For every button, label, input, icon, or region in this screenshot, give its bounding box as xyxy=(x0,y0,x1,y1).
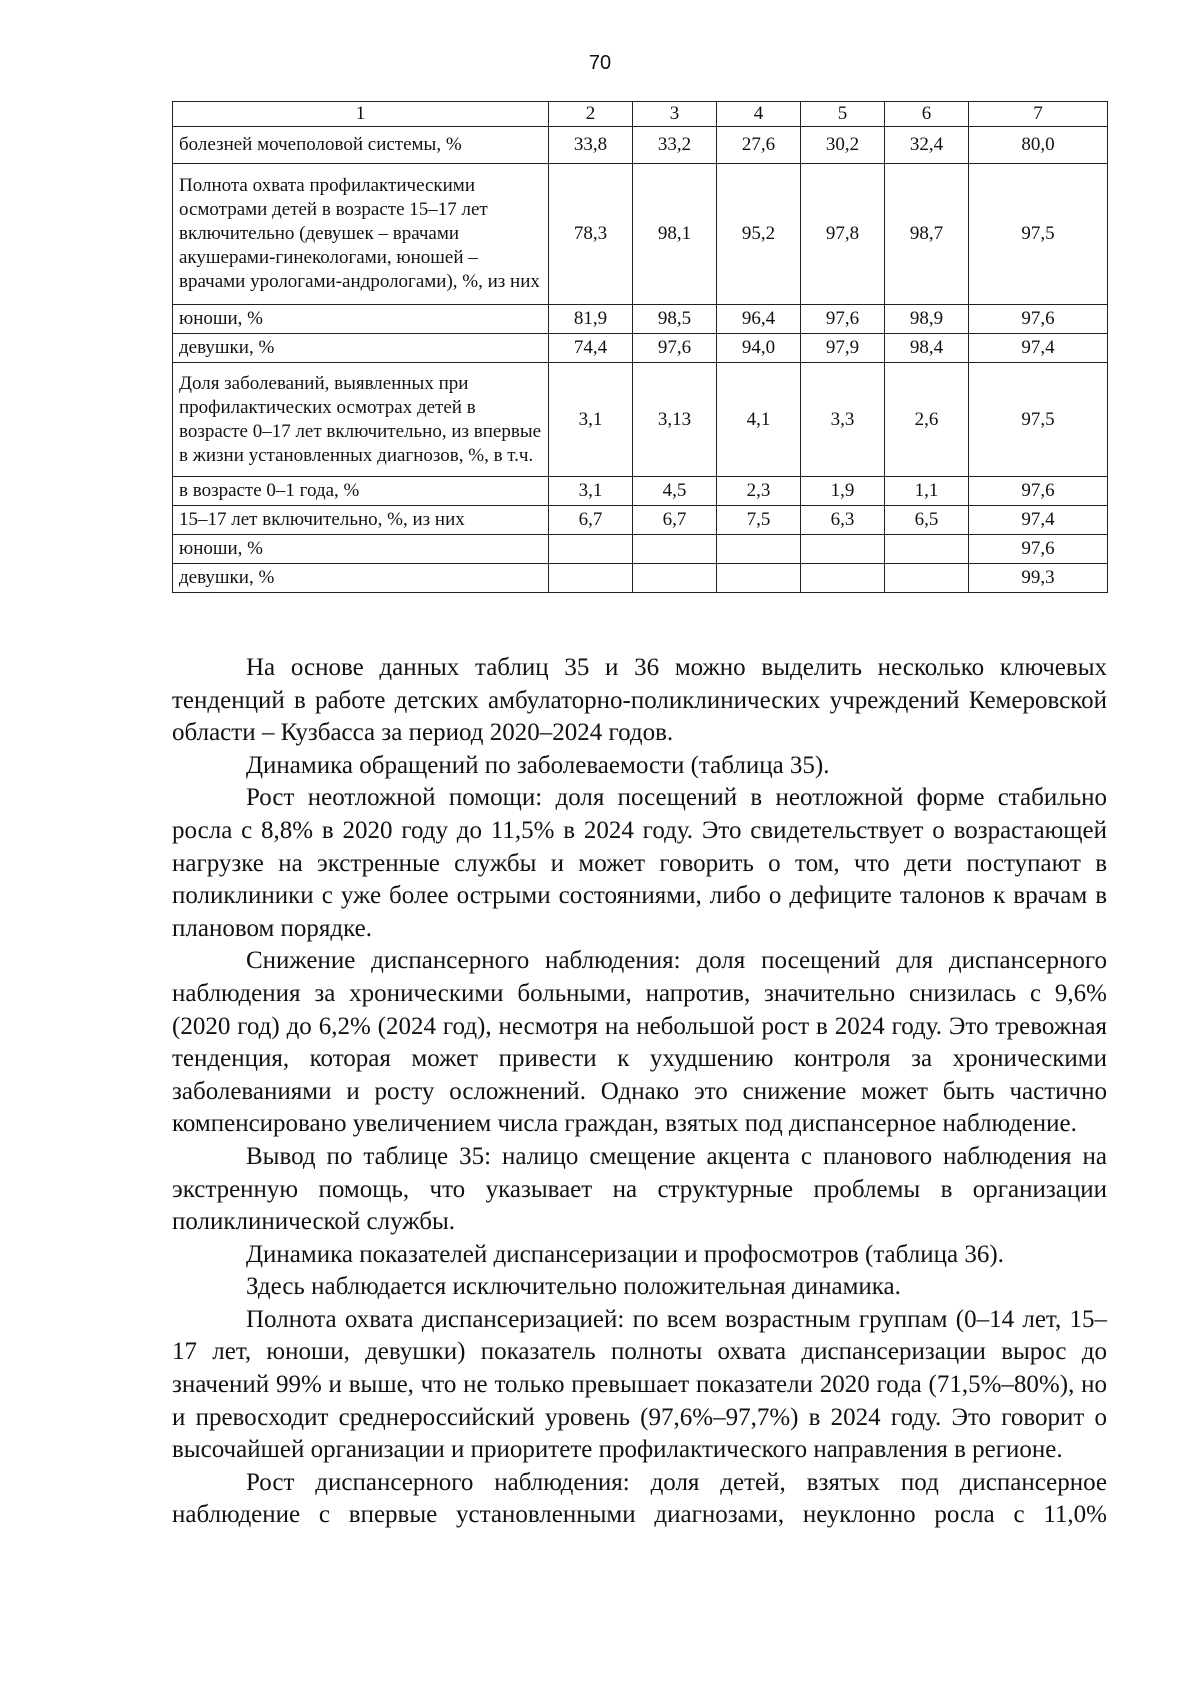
paragraph: На основе данных таблиц 35 и 36 можно выделить несколько ключевых тенденций в работе детских амбулаторно-поликлинических учреждений Кемеровской области – Кузбасса за период 2020–2024 годов. xyxy=(172,654,1107,747)
table-cell: 97,9 xyxy=(801,334,885,363)
table-cell: 97,8 xyxy=(801,164,885,305)
table-cell: 98,9 xyxy=(885,305,969,334)
header-cell: 4 xyxy=(717,102,801,127)
table-cell: 97,6 xyxy=(969,305,1108,334)
table-row xyxy=(173,334,1108,363)
paragraph: Рост неотложной помощи: доля посещений в неотложной форме стабильно росла с 8,8% в 2020 году до 11,5% в 2024 году. Это свидетельствует о возрастающей нагрузке на экстренные службы и может говорить о том, что дети поступают в поликлиники с уже более острыми состояниями, либо о дефиците талонов к врачам в плановом порядке. xyxy=(172,784,1107,942)
table-cell xyxy=(549,564,633,593)
table-cell: 32,4 xyxy=(885,127,969,164)
body-text xyxy=(172,652,1107,1532)
paragraph: Динамика обращений по заболеваемости (таблица 35). xyxy=(246,751,830,779)
table-row xyxy=(173,305,1108,334)
table-cell xyxy=(633,564,717,593)
table-cell xyxy=(633,535,717,564)
header-cell: 2 xyxy=(549,102,633,127)
table-cell: 7,5 xyxy=(717,506,801,535)
table-cell: 33,2 xyxy=(633,127,717,164)
table-row xyxy=(173,363,1108,477)
table-cell xyxy=(885,535,969,564)
table-cell: 97,6 xyxy=(801,305,885,334)
row-label: Полнота охвата профилактическими осмотрами детей в возрасте 15–17 лет включительно (девушек – врачами акушерами-гинекологами, юношей – врачами урологами-андрологами), %, из них xyxy=(173,164,549,305)
paragraph: Рост диспансерного наблюдения: доля детей, взятых под диспансерное наблюдение с впервые установленными диагнозами, неуклонно росла с 11,0% xyxy=(172,1468,1107,1529)
table-cell: 3,1 xyxy=(549,477,633,506)
header-cell: 5 xyxy=(801,102,885,127)
row-label: юноши, % xyxy=(173,305,549,334)
table-cell: 33,8 xyxy=(549,127,633,164)
table-row xyxy=(173,564,1108,593)
table-cell: 95,2 xyxy=(717,164,801,305)
header-cell: 3 xyxy=(633,102,717,127)
table-row xyxy=(173,477,1108,506)
table-cell: 99,3 xyxy=(969,564,1108,593)
row-label: девушки, % xyxy=(173,334,549,363)
header-cell: 7 xyxy=(969,102,1108,127)
table-cell xyxy=(801,564,885,593)
row-label: Доля заболеваний, выявленных при профилактических осмотрах детей в возрасте 0–17 лет включительно, из впервые в жизни установленных диагнозов, %, в т.ч. xyxy=(173,363,549,477)
table-cell xyxy=(549,535,633,564)
table-cell: 27,6 xyxy=(717,127,801,164)
table-cell: 6,5 xyxy=(885,506,969,535)
table-cell: 3,1 xyxy=(549,363,633,477)
table-cell: 1,9 xyxy=(801,477,885,506)
table-cell: 96,4 xyxy=(717,305,801,334)
table-row xyxy=(173,164,1108,305)
table-cell: 98,1 xyxy=(633,164,717,305)
table-row xyxy=(173,506,1108,535)
table-cell: 1,1 xyxy=(885,477,969,506)
table-cell: 3,13 xyxy=(633,363,717,477)
table-cell: 97,4 xyxy=(969,334,1108,363)
header-cell: 1 xyxy=(173,102,549,127)
table-cell: 94,0 xyxy=(717,334,801,363)
table-cell: 6,7 xyxy=(633,506,717,535)
table-cell: 6,7 xyxy=(549,506,633,535)
row-label: юноши, % xyxy=(173,535,549,564)
table-cell: 4,5 xyxy=(633,477,717,506)
table-cell: 2,6 xyxy=(885,363,969,477)
table-cell: 97,6 xyxy=(969,535,1108,564)
table-cell xyxy=(717,564,801,593)
paragraph: Динамика показателей диспансеризации и профосмотров (таблица 36). xyxy=(246,1240,1004,1268)
table-cell xyxy=(717,535,801,564)
paragraph: Полнота охвата диспансеризацией: по всем возрастным группам (0–14 лет, 15–17 лет, юноши, девушки) показатель полноты охвата диспансеризации вырос до значений 99% и выше, что не только превышает показатели 2020 года (71,5%–80%), но и превосходит среднероссийский уровень (97,6%–97,7%) в 2024 году. Это говорит о высочайшей организации и приоритете профилактического направления в регионе. xyxy=(172,1305,1107,1464)
table-cell: 78,3 xyxy=(549,164,633,305)
table-cell: 3,3 xyxy=(801,363,885,477)
header-cell: 6 xyxy=(885,102,969,127)
table-cell: 80,0 xyxy=(969,127,1108,164)
table-cell: 97,6 xyxy=(969,477,1108,506)
paragraph: Снижение диспансерного наблюдения: доля посещений для диспансерного наблюдения за хроническими больными, напротив, значительно снизилась с 9,6% (2020 год) до 6,2% (2024 год), несмотря на небольшой рост в 2024 году. Это тревожная тенденция, которая может привести к ухудшению контроля за хроническими заболеваниями и росту осложнений. Однако это снижение может быть частично компенсировано увеличением числа граждан, взятых под диспансерное наблюдение. xyxy=(172,947,1107,1138)
row-label: болезней мочеполовой системы, % xyxy=(173,127,549,164)
table-row xyxy=(173,127,1108,164)
table-row xyxy=(173,535,1108,564)
table-cell xyxy=(885,564,969,593)
paragraph: Вывод по таблице 35: налицо смещение акцента с планового наблюдения на экстренную помощь, что указывает на структурные проблемы в организации поликлинической службы. xyxy=(172,1142,1107,1236)
row-label: 15–17 лет включительно, %, из них xyxy=(173,506,549,535)
table-cell: 97,5 xyxy=(969,363,1108,477)
table-cell: 6,3 xyxy=(801,506,885,535)
table-cell: 81,9 xyxy=(549,305,633,334)
table-cell: 98,5 xyxy=(633,305,717,334)
page-number: 70 xyxy=(588,52,612,74)
paragraph: Здесь наблюдается исключительно положительная динамика. xyxy=(246,1273,901,1301)
data-table xyxy=(172,101,1108,593)
table-cell: 74,4 xyxy=(549,334,633,363)
table-cell: 30,2 xyxy=(801,127,885,164)
table-cell: 97,6 xyxy=(633,334,717,363)
table-cell: 4,1 xyxy=(717,363,801,477)
row-label: девушки, % xyxy=(173,564,549,593)
table-cell xyxy=(801,535,885,564)
table-cell: 2,3 xyxy=(717,477,801,506)
table-header-row xyxy=(173,102,1108,127)
table-cell: 97,4 xyxy=(969,506,1108,535)
table-cell: 98,7 xyxy=(885,164,969,305)
table-cell: 98,4 xyxy=(885,334,969,363)
row-label: в возрасте 0–1 года, % xyxy=(173,477,549,506)
table-cell: 97,5 xyxy=(969,164,1108,305)
